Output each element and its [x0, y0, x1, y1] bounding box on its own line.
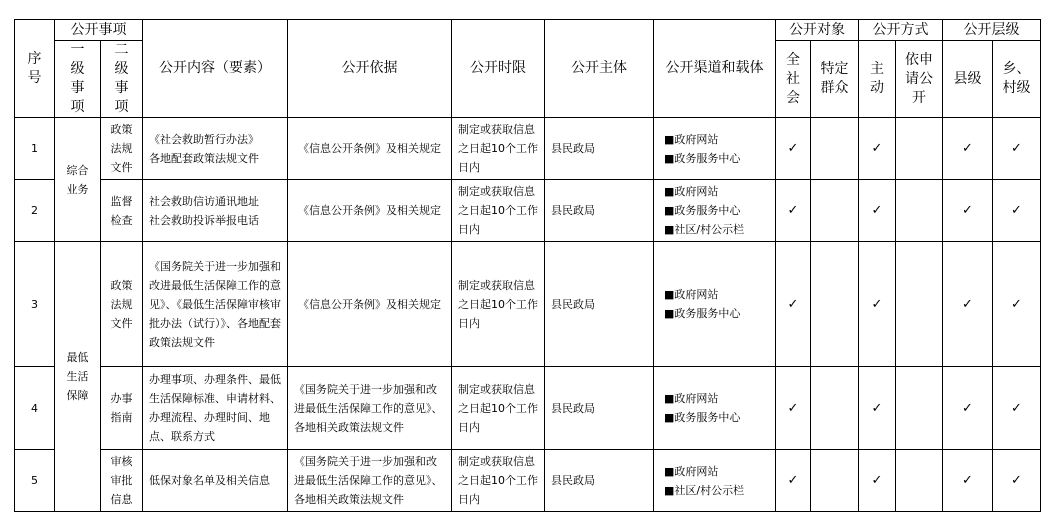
- row-number: 2: [15, 180, 55, 242]
- group-name: 最低生活保障: [55, 242, 101, 512]
- channel-cell: [654, 242, 776, 367]
- header-basis: 公开依据: [288, 20, 452, 118]
- content-line: 社会救助信访通讯地址: [149, 194, 259, 208]
- channel-item: ■政务服务中心: [664, 307, 741, 320]
- subject-cell: 县民政局: [545, 180, 654, 242]
- subject-cell: 县民政局: [545, 242, 654, 367]
- sub-item: 政策法规文件: [101, 118, 143, 180]
- channel-item: ■政府网站: [664, 185, 719, 198]
- channel-item: ■政务服务中心: [664, 151, 741, 165]
- header-time-limit: 公开时限: [452, 20, 545, 118]
- content-cell: [143, 367, 288, 450]
- check-county: ✓: [943, 367, 993, 450]
- header-level1: 一级事项: [55, 41, 101, 118]
- header-target-specific: 特定群众: [811, 41, 859, 118]
- basis-cell: 《信息公开条例》及相关规定: [288, 180, 452, 242]
- sub-item: 政策法规文件: [101, 242, 143, 367]
- check-active: ✓: [859, 367, 896, 450]
- check-specific: [811, 367, 859, 450]
- header-level: 公开层级: [943, 20, 1041, 41]
- channel-item: ■政府网站: [664, 288, 719, 301]
- header-channel: 公开渠道和载体: [654, 20, 776, 118]
- check-village: ✓: [993, 180, 1041, 242]
- content-line: 办理事项、办理条件、最低生活保障标准、申请材料、办理流程、办理时间、地点、联系方式: [149, 373, 281, 443]
- header-target: 公开对象: [776, 20, 859, 41]
- table-row: [15, 180, 1041, 242]
- check-all: ✓: [776, 450, 811, 512]
- time-cell: 制定或获取信息之日起10个工作日内: [452, 450, 545, 512]
- check-all: ✓: [776, 180, 811, 242]
- channel-item: ■政府网站: [664, 464, 719, 478]
- channel-item: ■社区/村公示栏: [664, 483, 745, 497]
- channel-item: ■政务服务中心: [664, 204, 741, 217]
- check-active: ✓: [859, 180, 896, 242]
- channel-item: ■政府网站: [664, 132, 719, 146]
- check-active: ✓: [859, 242, 896, 367]
- check-request: [896, 118, 943, 180]
- header-subject: 公开主体: [545, 20, 654, 118]
- check-village: ✓: [993, 118, 1041, 180]
- content-cell: [143, 180, 288, 242]
- header-method-active: 主动: [859, 41, 896, 118]
- check-specific: [811, 242, 859, 367]
- subject-cell: 县民政局: [545, 118, 654, 180]
- table-row: [15, 367, 1041, 450]
- content-line: 《社会救助暂行办法》: [149, 132, 259, 146]
- check-specific: [811, 450, 859, 512]
- header-target-all: 全社会: [776, 41, 811, 118]
- channel-item: ■政务服务中心: [664, 411, 741, 424]
- header-level2: 二级事项: [101, 41, 143, 118]
- sub-item: 办事指南: [101, 367, 143, 450]
- row-number: 5: [15, 450, 55, 512]
- check-all: ✓: [776, 367, 811, 450]
- header-level-county: 县级: [943, 41, 993, 118]
- content-line: 社会救助投诉举报电话: [149, 213, 259, 227]
- check-village: ✓: [993, 450, 1041, 512]
- channel-cell: [654, 118, 776, 180]
- time-cell: 制定或获取信息之日起10个工作日内: [452, 118, 545, 180]
- check-county: ✓: [943, 242, 993, 367]
- basis-cell: 《信息公开条例》及相关规定: [288, 242, 452, 367]
- row-number: 4: [15, 367, 55, 450]
- check-county: ✓: [943, 450, 993, 512]
- check-village: ✓: [993, 242, 1041, 367]
- header-seq: 序号: [15, 20, 55, 118]
- time-cell: 制定或获取信息之日起10个工作日内: [452, 242, 545, 367]
- basis-cell: 《国务院关于进一步加强和改进最低生活保障工作的意见》、各地相关政策法规文件: [288, 450, 452, 512]
- header-public-items: 公开事项: [55, 20, 143, 41]
- group-name: 综合业务: [55, 118, 101, 242]
- basis-cell: 《信息公开条例》及相关规定: [288, 118, 452, 180]
- time-cell: 制定或获取信息之日起10个工作日内: [452, 180, 545, 242]
- check-request: [896, 450, 943, 512]
- row-number: 1: [15, 118, 55, 180]
- check-village: ✓: [993, 367, 1041, 450]
- content-line: 各地配套政策法规文件: [149, 151, 259, 165]
- check-all: ✓: [776, 242, 811, 367]
- channel-cell: [654, 367, 776, 450]
- content-cell: [143, 242, 288, 367]
- content-cell: [143, 118, 288, 180]
- sub-item: 监督检查: [101, 180, 143, 242]
- channel-item: ■政府网站: [664, 392, 719, 405]
- check-specific: [811, 180, 859, 242]
- subject-cell: 县民政局: [545, 450, 654, 512]
- check-county: ✓: [943, 180, 993, 242]
- content-line: 低保对象名单及相关信息: [149, 474, 270, 487]
- header-content: 公开内容（要素）: [143, 20, 288, 118]
- channel-item: ■社区/村公示栏: [664, 223, 745, 236]
- basis-cell: 《国务院关于进一步加强和改进最低生活保障工作的意见》、各地相关政策法规文件: [288, 367, 452, 450]
- table-row: [15, 450, 1041, 512]
- content-cell: [143, 450, 288, 512]
- content-line: 《国务院关于进一步加强和改进最低生活保障工作的意见》、《最低生活保障审核审批办法（试行）》、各地配套政策法规文件: [149, 259, 281, 349]
- check-specific: [811, 118, 859, 180]
- check-all: ✓: [776, 118, 811, 180]
- disclosure-table: [14, 19, 1041, 512]
- check-request: [896, 180, 943, 242]
- row-number: 3: [15, 242, 55, 367]
- check-active: ✓: [859, 118, 896, 180]
- time-cell: 制定或获取信息之日起10个工作日内: [452, 367, 545, 450]
- check-request: [896, 242, 943, 367]
- check-request: [896, 367, 943, 450]
- check-active: ✓: [859, 450, 896, 512]
- table-row: [15, 118, 1041, 180]
- header-method-request: 依申请公开: [896, 41, 943, 118]
- subject-cell: 县民政局: [545, 367, 654, 450]
- channel-cell: [654, 180, 776, 242]
- table-row: [15, 242, 1041, 367]
- header-method: 公开方式: [859, 20, 943, 41]
- sub-item: 审核审批信息: [101, 450, 143, 512]
- header-level-village: 乡、村级: [993, 41, 1041, 118]
- check-county: ✓: [943, 118, 993, 180]
- channel-cell: [654, 450, 776, 512]
